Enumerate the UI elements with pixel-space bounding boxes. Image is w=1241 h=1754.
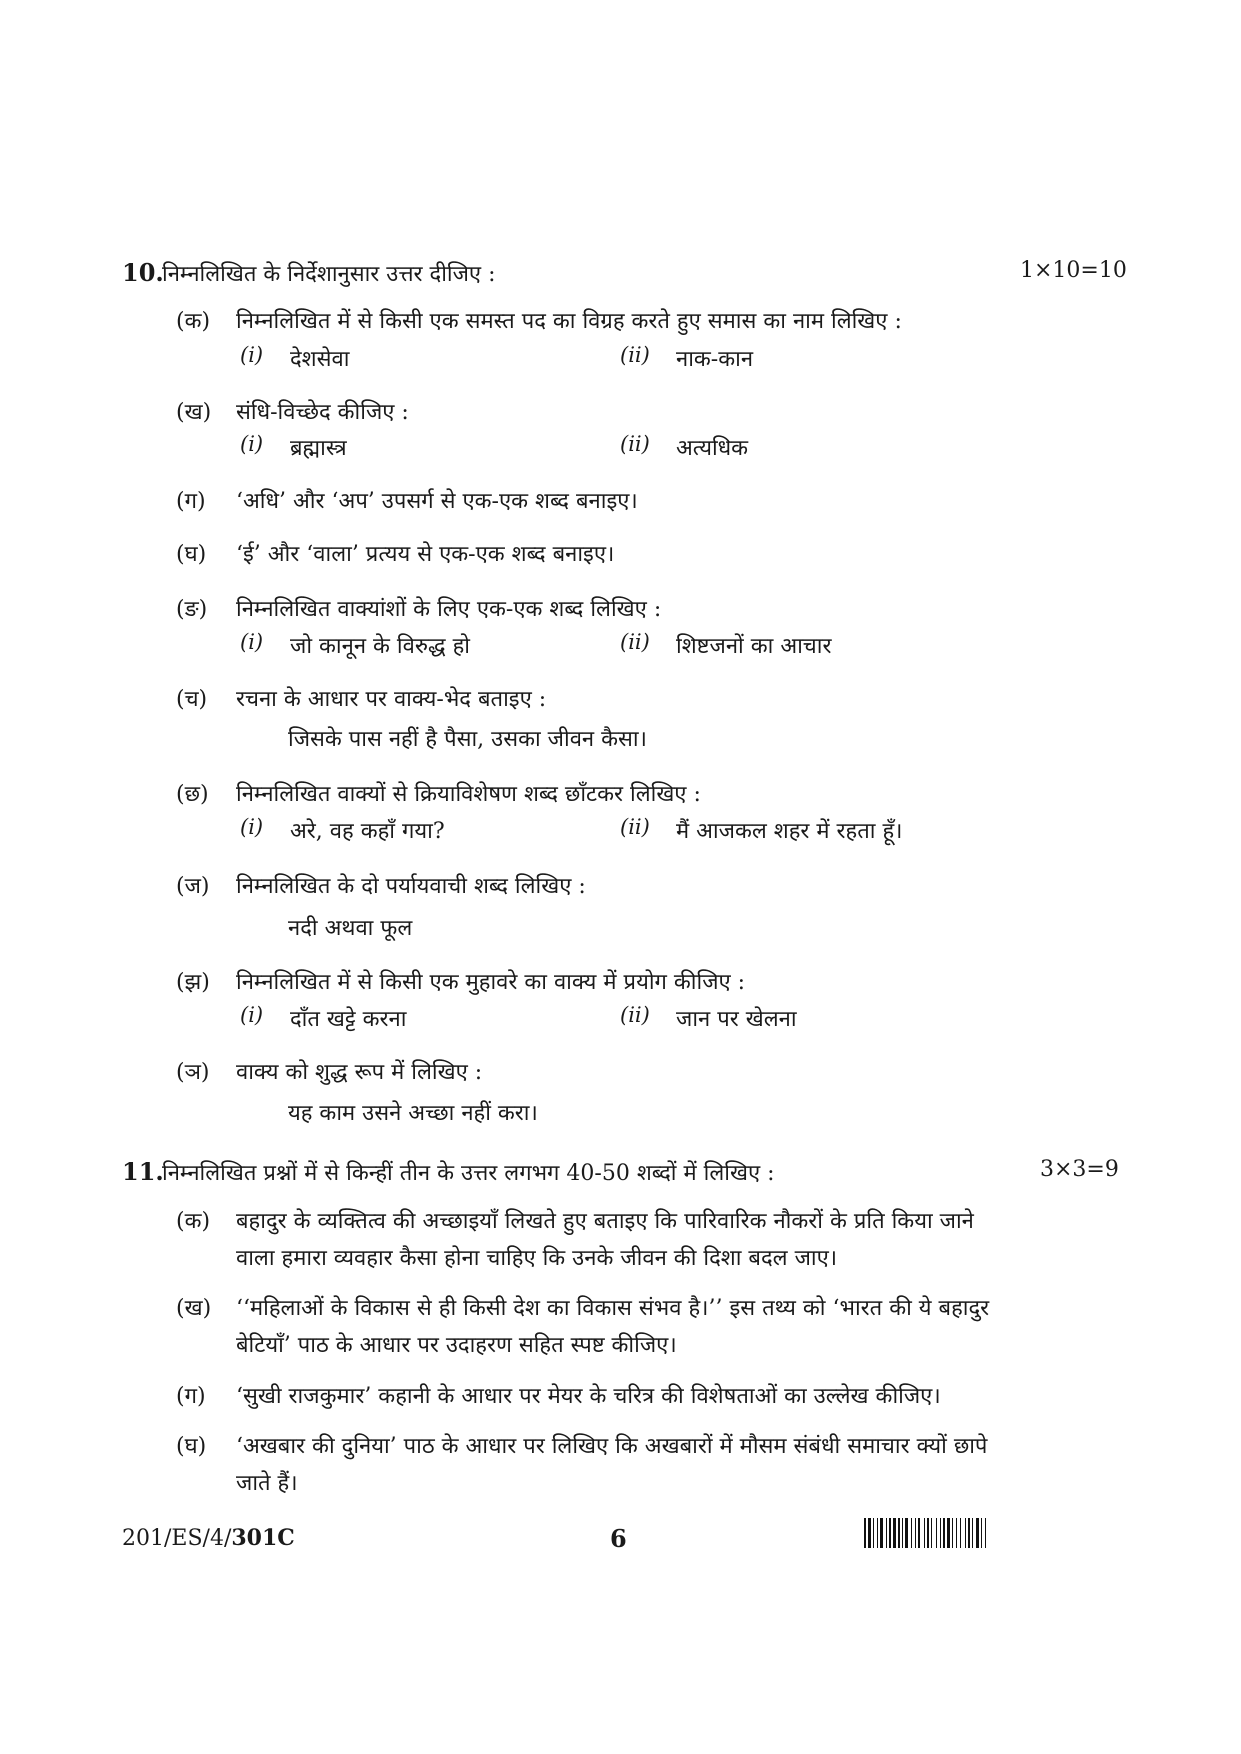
- barcode-bar: [972, 1518, 973, 1548]
- option-text: शिष्टजनों का आचार: [676, 634, 832, 659]
- part-line: जिसके पास नहीं है पैसा, उसका जीवन कैसा।: [288, 727, 647, 752]
- barcode-bar: [965, 1518, 966, 1548]
- option-text: ब्रह्मास्त्र: [290, 436, 347, 461]
- barcode-bar: [915, 1518, 916, 1548]
- barcode-bar: [873, 1518, 874, 1548]
- option-text: देशसेवा: [290, 347, 350, 372]
- part-label: (घ): [176, 542, 207, 567]
- barcode-bar: [927, 1518, 929, 1548]
- page-number: 6: [610, 1524, 627, 1553]
- barcode-bar: [976, 1518, 979, 1548]
- option-text: जान पर खेलना: [676, 1007, 797, 1032]
- option-text: अरे, वह कहाँ गया?: [290, 819, 445, 844]
- part-label: (ङ): [176, 597, 208, 622]
- barcode-bar: [889, 1518, 891, 1548]
- part-stem: संधि-विच्छेद कीजिए :: [236, 400, 409, 425]
- option-roman: (ii): [620, 630, 650, 654]
- part-stem: निम्नलिखित में से किसी एक मुहावरे का वाक्य में प्रयोग कीजिए :: [236, 970, 746, 995]
- part-stem: ‘ई’ और ‘वाला’ प्रत्यय से एक-एक शब्द बनाइए।: [236, 542, 615, 567]
- part-line: ‘सुखी राजकुमार’ कहानी के आधार पर मेयर के चरित्र की विशेषताओं का उल्लेख कीजिए।: [236, 1384, 941, 1409]
- barcode-bar: [880, 1518, 883, 1548]
- question-number: 11.: [122, 1157, 164, 1186]
- option-roman: (i): [240, 1003, 264, 1027]
- paper-code: [122, 1525, 295, 1551]
- part-label: (क): [176, 309, 211, 334]
- part-stem: ‘अधि’ और ‘अप’ उपसर्ग से एक-एक शब्द बनाइए।: [236, 489, 638, 514]
- option-roman: (i): [240, 815, 264, 839]
- part-label: (ग): [176, 489, 206, 514]
- part-stem: निम्नलिखित के दो पर्यायवाची शब्द लिखिए :: [236, 874, 586, 899]
- option-text: नाक-कान: [676, 347, 754, 372]
- barcode-bar: [877, 1518, 878, 1548]
- part-label: (झ): [176, 970, 210, 995]
- option-text: अत्यधिक: [676, 436, 749, 461]
- part-label: (घ): [176, 1434, 207, 1459]
- part-label: (ख): [176, 1296, 212, 1321]
- barcode-icon: [864, 1518, 1122, 1548]
- barcode-bar: [886, 1518, 887, 1548]
- part-label: (च): [176, 687, 208, 712]
- part-stem: निम्नलिखित में से किसी एक समस्त पद का विग्रह करते हुए समास का नाम लिखिए :: [236, 309, 902, 334]
- barcode-bar: [956, 1518, 957, 1548]
- part-stem: वाक्य को शुद्ध रूप में लिखिए :: [236, 1060, 483, 1085]
- question-number: 10.: [122, 258, 164, 287]
- marks: 3×3=9: [1040, 1157, 1119, 1182]
- barcode-bar: [893, 1518, 896, 1548]
- barcode-bar: [981, 1518, 982, 1548]
- barcode-bar: [943, 1518, 945, 1548]
- barcode-bar: [902, 1518, 903, 1548]
- question-text: निम्नलिखित प्रश्नों में से किन्हीं तीन के उत्तर लगभग 40-50 शब्दों में लिखिए :: [162, 1161, 775, 1186]
- part-stem: रचना के आधार पर वाक्य-भेद बताइए :: [236, 687, 547, 712]
- part-label: (ग): [176, 1384, 206, 1409]
- barcode-bar: [968, 1518, 970, 1548]
- part-line: यह काम उसने अच्छा नहीं करा।: [288, 1101, 538, 1126]
- part-line: वाला हमारा व्यवहार कैसा होना चाहिए कि उनके जीवन की दिशा बदल जाए।: [236, 1246, 838, 1271]
- barcode-bar: [924, 1518, 925, 1548]
- part-label: (क): [176, 1209, 211, 1234]
- barcode-bar: [864, 1518, 866, 1548]
- part-stem: निम्नलिखित वाक्यों से क्रियाविशेषण शब्द छाँटकर लिखिए :: [236, 782, 701, 807]
- part-label: (ख): [176, 400, 212, 425]
- barcode-bar: [940, 1518, 941, 1548]
- option-roman: (i): [240, 432, 264, 456]
- part-line: ‘अखबार की दुनिया’ पाठ के आधार पर लिखिए कि अखबारों में मौसम संबंधी समाचार क्यों छापे: [236, 1434, 988, 1459]
- barcode-bar: [931, 1518, 932, 1548]
- barcode-bar: [898, 1518, 900, 1548]
- barcode-bar: [952, 1518, 953, 1548]
- part-line: बेटियाँ’ पाठ के आधार पर उदाहरण सहित स्पष्ट कीजिए।: [236, 1333, 677, 1358]
- barcode-bar: [936, 1518, 937, 1548]
- marks: 1×10=10: [1020, 258, 1127, 283]
- option-roman: (ii): [620, 815, 650, 839]
- question-text: निम्नलिखित के निर्देशानुसार उत्तर दीजिए :: [162, 262, 496, 287]
- option-text: मैं आजकल शहर में रहता हूँ।: [676, 819, 903, 844]
- barcode-bar: [905, 1518, 908, 1548]
- option-roman: (ii): [620, 432, 650, 456]
- part-line: जाते हैं।: [236, 1471, 298, 1496]
- option-roman: (i): [240, 343, 264, 367]
- paper-code-bold: 301C: [231, 1525, 295, 1551]
- part-label: (ज): [176, 874, 210, 899]
- part-line: नदी अथवा फूल: [288, 916, 413, 941]
- barcode-bar: [868, 1518, 871, 1548]
- barcode-bar: [985, 1518, 986, 1548]
- paper-code-prefix: 201/ES/4/: [122, 1526, 232, 1551]
- option-roman: (ii): [620, 1003, 650, 1027]
- part-stem: निम्नलिखित वाक्यांशों के लिए एक-एक शब्द लिखिए :: [236, 597, 662, 622]
- part-label: (ञ): [176, 1060, 210, 1085]
- barcode-bar: [960, 1518, 961, 1548]
- option-text: दाँत खट्टे करना: [290, 1007, 407, 1032]
- barcode-bar: [918, 1518, 920, 1548]
- barcode-bar: [911, 1518, 912, 1548]
- option-roman: (i): [240, 630, 264, 654]
- part-label: (छ): [176, 782, 209, 807]
- barcode-bar: [947, 1518, 950, 1548]
- part-line: बहादुर के व्यक्तित्व की अच्छाइयाँ लिखते हुए बताइए कि पारिवारिक नौकरों के प्रति किया जाने: [236, 1209, 974, 1234]
- option-text: जो कानून के विरुद्ध हो: [290, 634, 470, 659]
- part-line: ‘‘महिलाओं के विकास से ही किसी देश का विकास संभव है।’’ इस तथ्य को ‘भारत की ये बहादुर: [236, 1296, 990, 1321]
- option-roman: (ii): [620, 343, 650, 367]
